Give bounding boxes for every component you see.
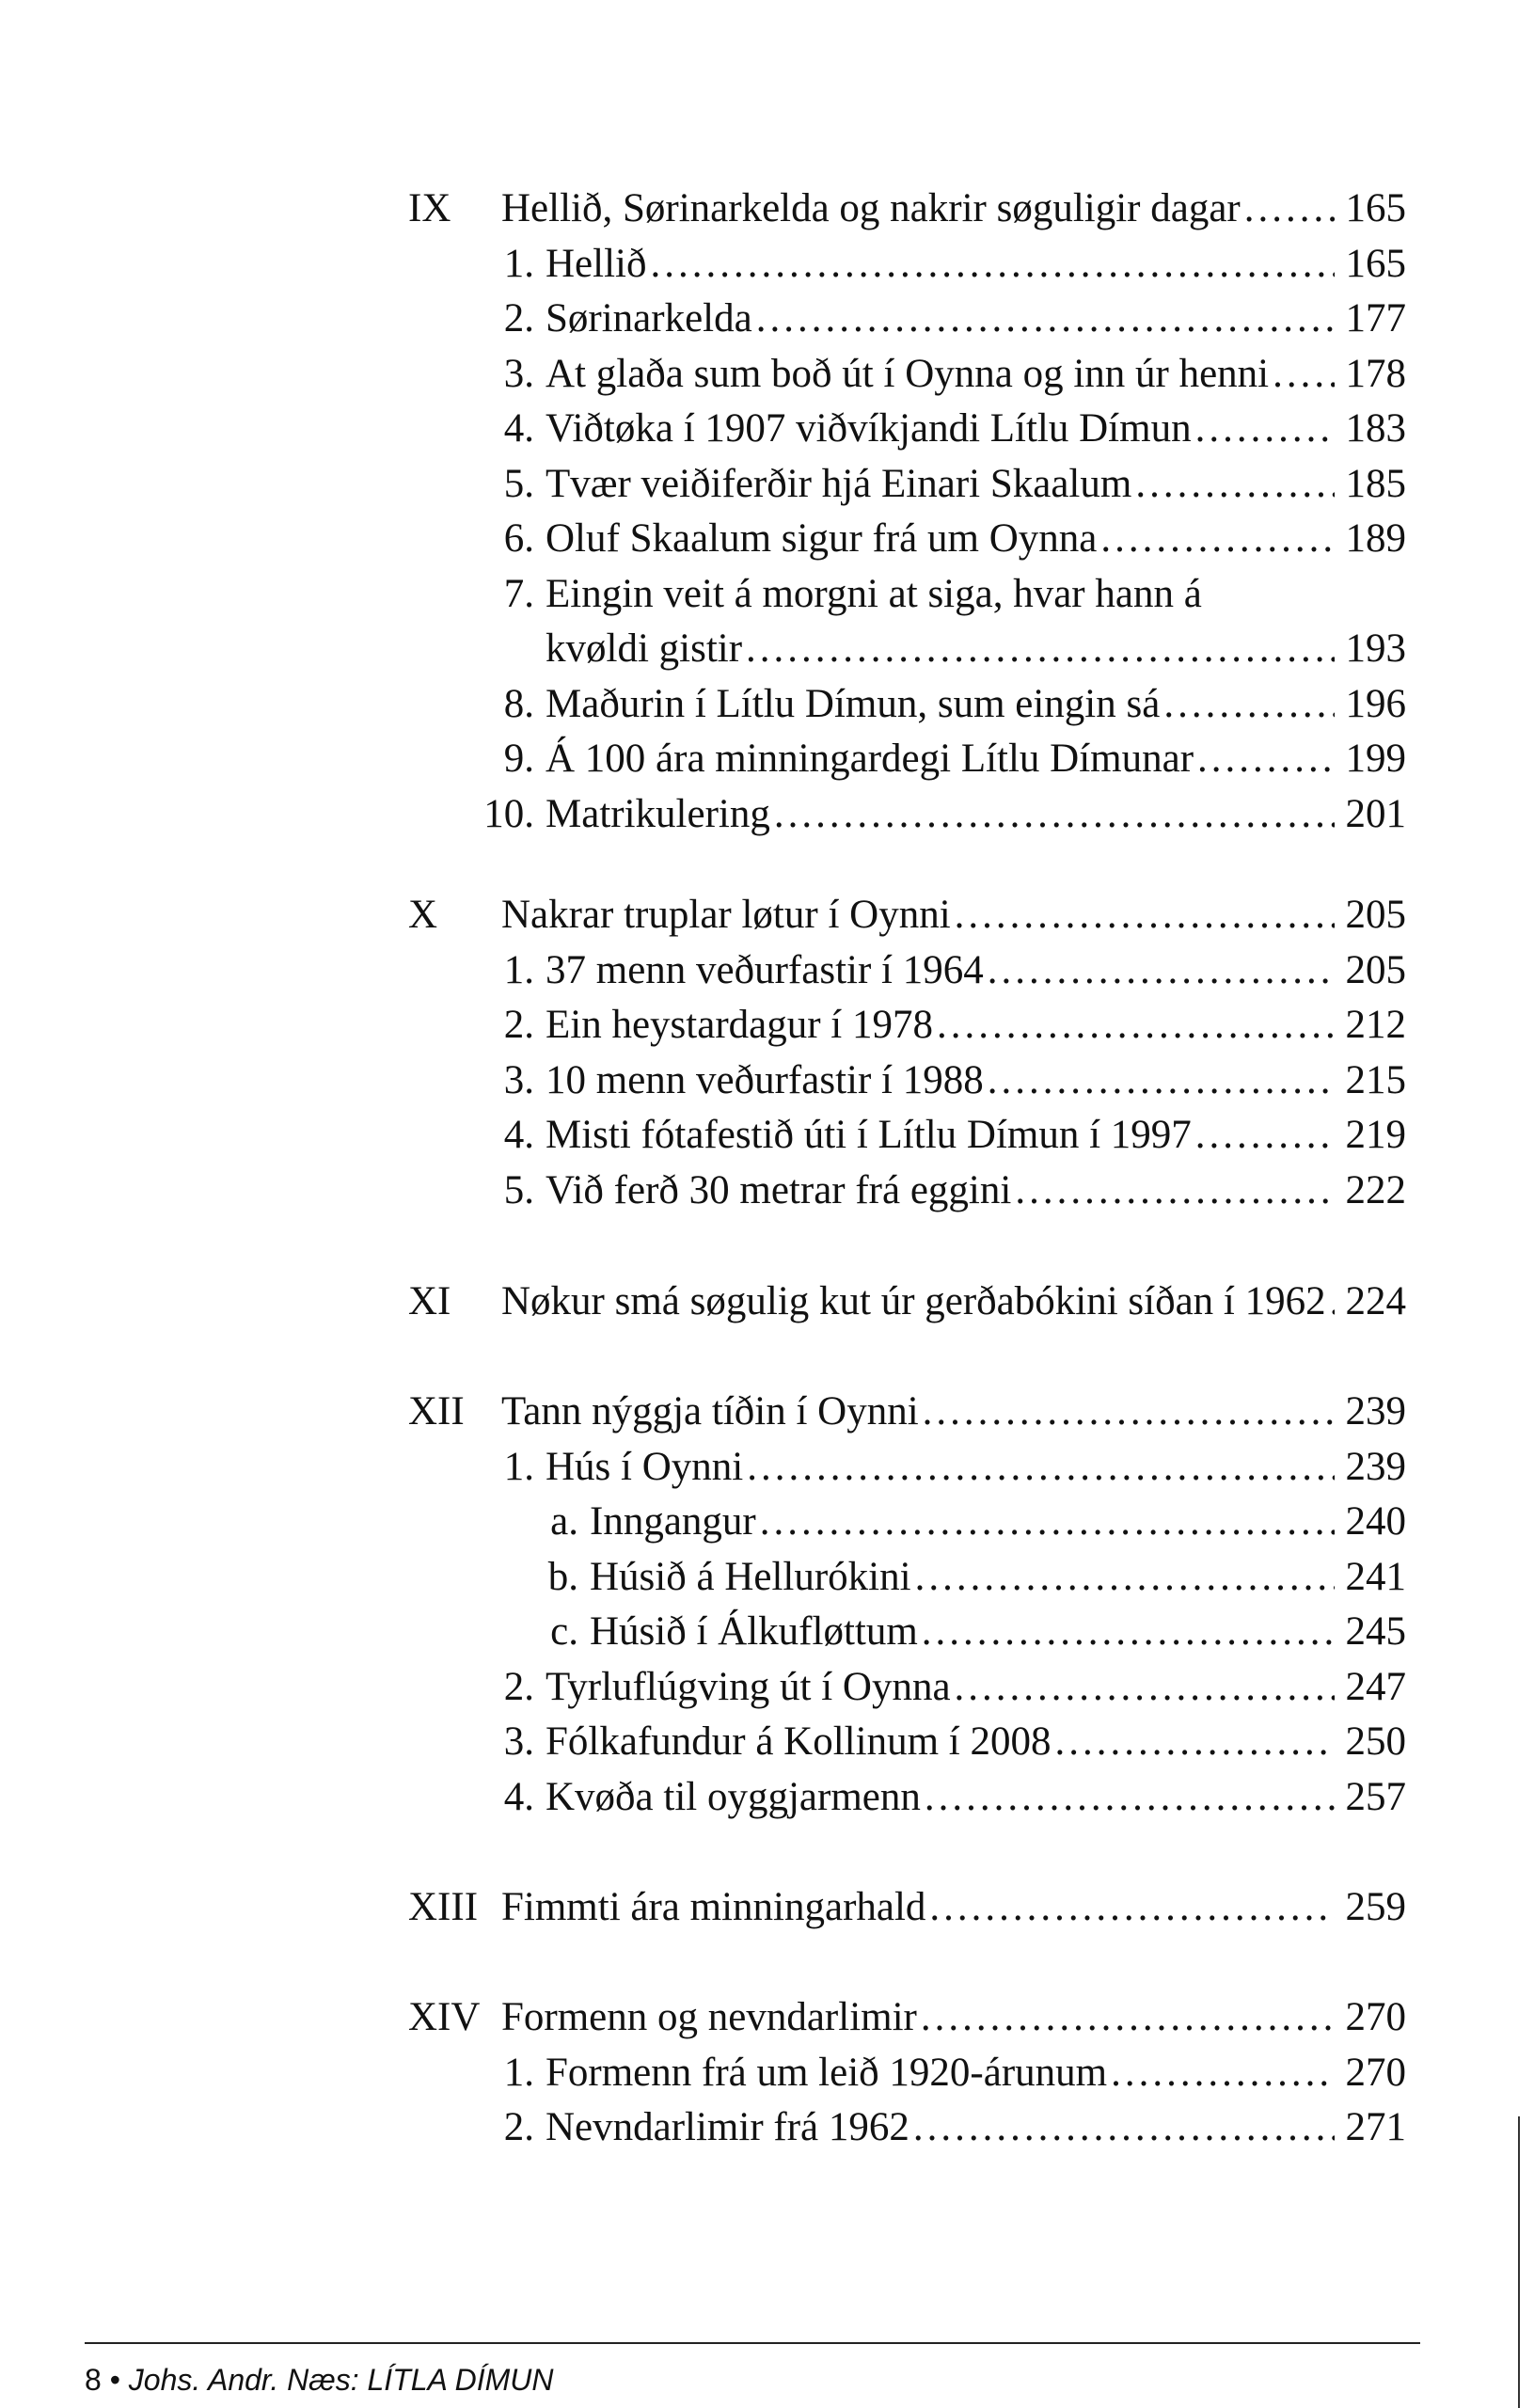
entry-page: 201: [1345, 791, 1406, 836]
leader-dots: [774, 787, 1335, 843]
leader-dots: [913, 2100, 1335, 2156]
leader-dots: [988, 1054, 1335, 1109]
entry-page: 178: [1345, 351, 1406, 396]
entry-title: Fimmti ára minningarhald: [501, 1885, 926, 1929]
toc-entry: [501, 1990, 1406, 2046]
entry-page: 165: [1345, 241, 1406, 286]
leader-dots: [988, 943, 1335, 999]
entry-page: 245: [1345, 1609, 1406, 1654]
entry-page: 199: [1345, 737, 1406, 781]
leader-dots: [955, 888, 1335, 943]
entry-page: 205: [1345, 893, 1406, 937]
item-number: 1.: [503, 1444, 534, 1489]
entry-page: 250: [1345, 1719, 1406, 1764]
toc-entry: [546, 237, 1406, 293]
toc-subitem: [0, 1495, 1534, 1550]
chapter-heading: [0, 1385, 1534, 1440]
leader-dots: [1244, 182, 1335, 237]
entry-page: 240: [1345, 1499, 1406, 1544]
entry-page: 270: [1345, 1995, 1406, 2039]
entry-title: Hellið, Sørinarkelda og nakrir søguligir dagar: [501, 186, 1241, 230]
chapter-heading: [0, 888, 1534, 943]
leader-dots: [650, 237, 1334, 293]
toc-item: [0, 1054, 1534, 1109]
toc-entry: [546, 292, 1406, 347]
entry-title: Ein heystardagur í 1978: [546, 1003, 933, 1047]
footer-separator: •: [109, 2363, 120, 2397]
item-number: 1.: [503, 2050, 534, 2095]
toc-entry: [546, 1164, 1406, 1219]
leader-dots: [1195, 1108, 1335, 1164]
leader-dots: [746, 622, 1334, 677]
entry-title: Húsið í Álkufløttum: [590, 1609, 918, 1654]
leader-dots: [1111, 2046, 1334, 2101]
item-number: 3.: [503, 351, 534, 396]
leader-dots: [929, 1880, 1334, 1936]
item-number: 9.: [503, 737, 534, 781]
toc-item: [0, 2100, 1534, 2156]
toc-item: [0, 998, 1534, 1054]
chapter-xiv: [0, 1990, 1534, 2156]
leader-dots: [1015, 1164, 1334, 1219]
toc-entry: [546, 732, 1406, 787]
toc-item: [0, 1108, 1534, 1164]
toc-item-continuation: [0, 622, 1534, 677]
toc-entry: [546, 1770, 1406, 1826]
entry-title: Tyrluflúgving út í Oynna: [546, 1664, 951, 1709]
entry-title: Maðurin í Lítlu Dímun, sum eingin sá: [546, 681, 1161, 726]
entry-title: Nøkur smá søgulig kut úr gerðabókini síðan í 1962: [501, 1279, 1326, 1323]
entry-title: Hellið: [546, 241, 647, 286]
toc-entry: [546, 677, 1406, 733]
leader-dots: [1273, 347, 1334, 403]
page-footer: [85, 2363, 553, 2398]
item-number: 4.: [503, 1774, 534, 1819]
item-number: 3.: [503, 1057, 534, 1102]
toc-item: [0, 787, 1534, 843]
toc-entry: [546, 1715, 1406, 1770]
toc-item: [0, 457, 1534, 513]
toc-entry: [501, 888, 1406, 943]
chapter-x: [0, 888, 1534, 1218]
toc-item: [0, 1660, 1534, 1716]
toc-item: [0, 943, 1534, 999]
scan-edge-line: [1518, 2116, 1520, 2408]
entry-page: 247: [1345, 1664, 1406, 1709]
entry-title: Fólkafundur á Kollinum í 2008: [546, 1719, 1052, 1764]
toc-entry: [501, 1385, 1406, 1440]
entry-page: 189: [1345, 516, 1406, 561]
footer-author: Johs. Andr. Næs:: [128, 2363, 359, 2397]
toc-entry: [501, 1880, 1406, 1936]
subitem-letter: b.: [547, 1554, 578, 1599]
page-number: 8: [85, 2363, 102, 2397]
toc-item: [0, 1440, 1534, 1496]
entry-title: Formenn og nevndarlimir: [501, 1995, 917, 2039]
entry-page: 177: [1345, 296, 1406, 341]
toc-entry: [546, 402, 1406, 457]
entry-page: 205: [1345, 947, 1406, 992]
toc-subitem: [0, 1605, 1534, 1660]
toc-item: [0, 347, 1534, 403]
chapter-heading: [0, 1275, 1534, 1330]
entry-page: 224: [1345, 1279, 1406, 1323]
toc-entry: [590, 1495, 1406, 1550]
toc-entry: [546, 998, 1406, 1054]
item-number: 5.: [503, 1167, 534, 1212]
leader-dots: [760, 1495, 1335, 1550]
toc-entry: [546, 567, 1406, 623]
toc-entry: [501, 182, 1406, 237]
chapter-number: XIV: [408, 1995, 481, 2039]
toc-item: [0, 237, 1534, 293]
leader-dots: [1163, 677, 1334, 733]
toc-entry: [546, 347, 1406, 403]
entry-page: 215: [1345, 1057, 1406, 1102]
toc-entry: [546, 2046, 1406, 2101]
entry-title: Tann nýggja tíðin í Oynni: [501, 1389, 919, 1434]
toc-entry: [546, 1054, 1406, 1109]
toc-entry: [501, 1275, 1406, 1330]
entry-title: kvøldi gistir: [546, 626, 743, 671]
chapter-number: XIII: [408, 1885, 479, 1929]
entry-title: Hús í Oynni: [546, 1444, 744, 1489]
toc-entry: [546, 1108, 1406, 1164]
entry-page: 259: [1345, 1885, 1406, 1929]
entry-page: 241: [1345, 1554, 1406, 1599]
toc-subitem: [0, 1550, 1534, 1606]
leader-dots: [1135, 457, 1334, 513]
leader-dots: [937, 998, 1335, 1054]
toc-entry: [546, 787, 1406, 843]
toc-item: [0, 2046, 1534, 2101]
subitem-letter: a.: [550, 1499, 578, 1544]
entry-page: 270: [1345, 2050, 1406, 2095]
leader-dots: [1197, 732, 1334, 787]
item-number: 1.: [503, 947, 534, 992]
toc-item: [0, 732, 1534, 787]
leader-dots: [1054, 1715, 1334, 1770]
entry-title: Á 100 ára minningardegi Lítlu Dímunar: [546, 737, 1194, 781]
toc-entry: [546, 1660, 1406, 1716]
item-number: 2.: [503, 1664, 534, 1709]
toc-entry: [546, 1440, 1406, 1496]
toc-entry: [546, 512, 1406, 567]
entry-title: Kvøða til oyggjarmenn: [546, 1774, 921, 1819]
entry-title: Nevndarlimir frá 1962: [546, 2105, 909, 2149]
entry-title: Formenn frá um leið 1920-árunum: [546, 2050, 1108, 2095]
toc-item: [0, 1770, 1534, 1826]
item-number: 2.: [503, 1003, 534, 1047]
chapter-number: X: [408, 893, 438, 937]
entry-page: 193: [1345, 626, 1406, 671]
entry-page: 196: [1345, 681, 1406, 726]
chapter-number: XI: [408, 1279, 451, 1323]
chapter-xiii: [0, 1880, 1534, 1936]
leader-dots: [1100, 512, 1334, 567]
toc-entry: [546, 943, 1406, 999]
entry-title: At glaða sum boð út í Oynna og inn úr henni: [546, 351, 1270, 396]
toc-item: [0, 677, 1534, 733]
item-number: 10.: [483, 791, 534, 836]
chapter-heading: [0, 182, 1534, 237]
entry-title: Matrikulering: [546, 791, 770, 836]
item-number: 4.: [503, 406, 534, 451]
entry-page: 219: [1345, 1113, 1406, 1157]
leader-dots: [922, 1605, 1335, 1660]
entry-title: Eingin veit á morgni at siga, hvar hann á: [546, 571, 1202, 616]
leader-dots: [915, 1550, 1335, 1606]
entry-page: 239: [1345, 1389, 1406, 1434]
entry-title: Oluf Skaalum sigur frá um Oynna: [546, 516, 1098, 561]
item-number: 2.: [503, 2105, 534, 2149]
toc-item: [0, 1715, 1534, 1770]
entry-title: Við ferð 30 metrar frá eggini: [546, 1167, 1012, 1212]
entry-title: Sørinarkelda: [546, 296, 752, 341]
item-number: 8.: [503, 681, 534, 726]
chapter-heading: [0, 1880, 1534, 1936]
chapter-number: IX: [408, 186, 451, 230]
leader-dots: [1195, 402, 1335, 457]
entry-page: 185: [1345, 461, 1406, 506]
entry-title: Viðtøka í 1907 viðvíkjandi Lítlu Dímun: [546, 406, 1192, 451]
toc-entry: [546, 457, 1406, 513]
entry-page: 271: [1345, 2105, 1406, 2149]
item-number: 3.: [503, 1719, 534, 1764]
leader-dots: [1330, 1275, 1335, 1330]
footer-rule: [85, 2342, 1420, 2344]
entry-title: Tvær veiðiferðir hjá Einari Skaalum: [546, 461, 1132, 506]
item-number: 1.: [503, 241, 534, 286]
item-number: 7.: [503, 571, 534, 616]
entry-page: 222: [1345, 1167, 1406, 1212]
footer-book-title: LÍTLA DÍMUN: [367, 2363, 554, 2397]
chapter-xi: [0, 1275, 1534, 1330]
chapter-ix: [0, 182, 1534, 842]
entry-page: 183: [1345, 406, 1406, 451]
entry-title: 10 menn veðurfastir í 1988: [546, 1057, 984, 1102]
entry-page: 257: [1345, 1774, 1406, 1819]
entry-page: 239: [1345, 1444, 1406, 1489]
entry-page: 165: [1345, 186, 1406, 230]
item-number: 6.: [503, 516, 534, 561]
entry-title: Misti fótafestið úti í Lítlu Dímun í 1997: [546, 1113, 1192, 1157]
toc-item: [0, 402, 1534, 457]
chapter-number: XII: [408, 1389, 465, 1434]
entry-title: Húsið á Hellurókini: [590, 1554, 911, 1599]
toc-item: [0, 292, 1534, 347]
subitem-letter: c.: [550, 1609, 578, 1654]
toc-entry: [546, 2100, 1406, 2156]
item-number: 5.: [503, 461, 534, 506]
toc-item: [0, 1164, 1534, 1219]
toc-item: [0, 567, 1534, 623]
entry-title: Inngangur: [590, 1499, 756, 1544]
toc-item: [0, 512, 1534, 567]
entry-title: Nakrar truplar løtur í Oynni: [501, 893, 951, 937]
leader-dots: [923, 1385, 1335, 1440]
leader-dots: [955, 1660, 1335, 1716]
leader-dots: [921, 1990, 1335, 2046]
entry-page: 212: [1345, 1003, 1406, 1047]
toc-entry: [590, 1605, 1406, 1660]
toc-entry: [546, 622, 1406, 677]
entry-title: 37 menn veðurfastir í 1964: [546, 947, 984, 992]
leader-dots: [756, 292, 1335, 347]
leader-dots: [747, 1440, 1334, 1496]
chapter-heading: [0, 1990, 1534, 2046]
toc-entry: [590, 1550, 1406, 1606]
item-number: 2.: [503, 296, 534, 341]
chapter-xii: [0, 1385, 1534, 1825]
item-number: 4.: [503, 1113, 534, 1157]
leader-dots: [925, 1770, 1335, 1826]
